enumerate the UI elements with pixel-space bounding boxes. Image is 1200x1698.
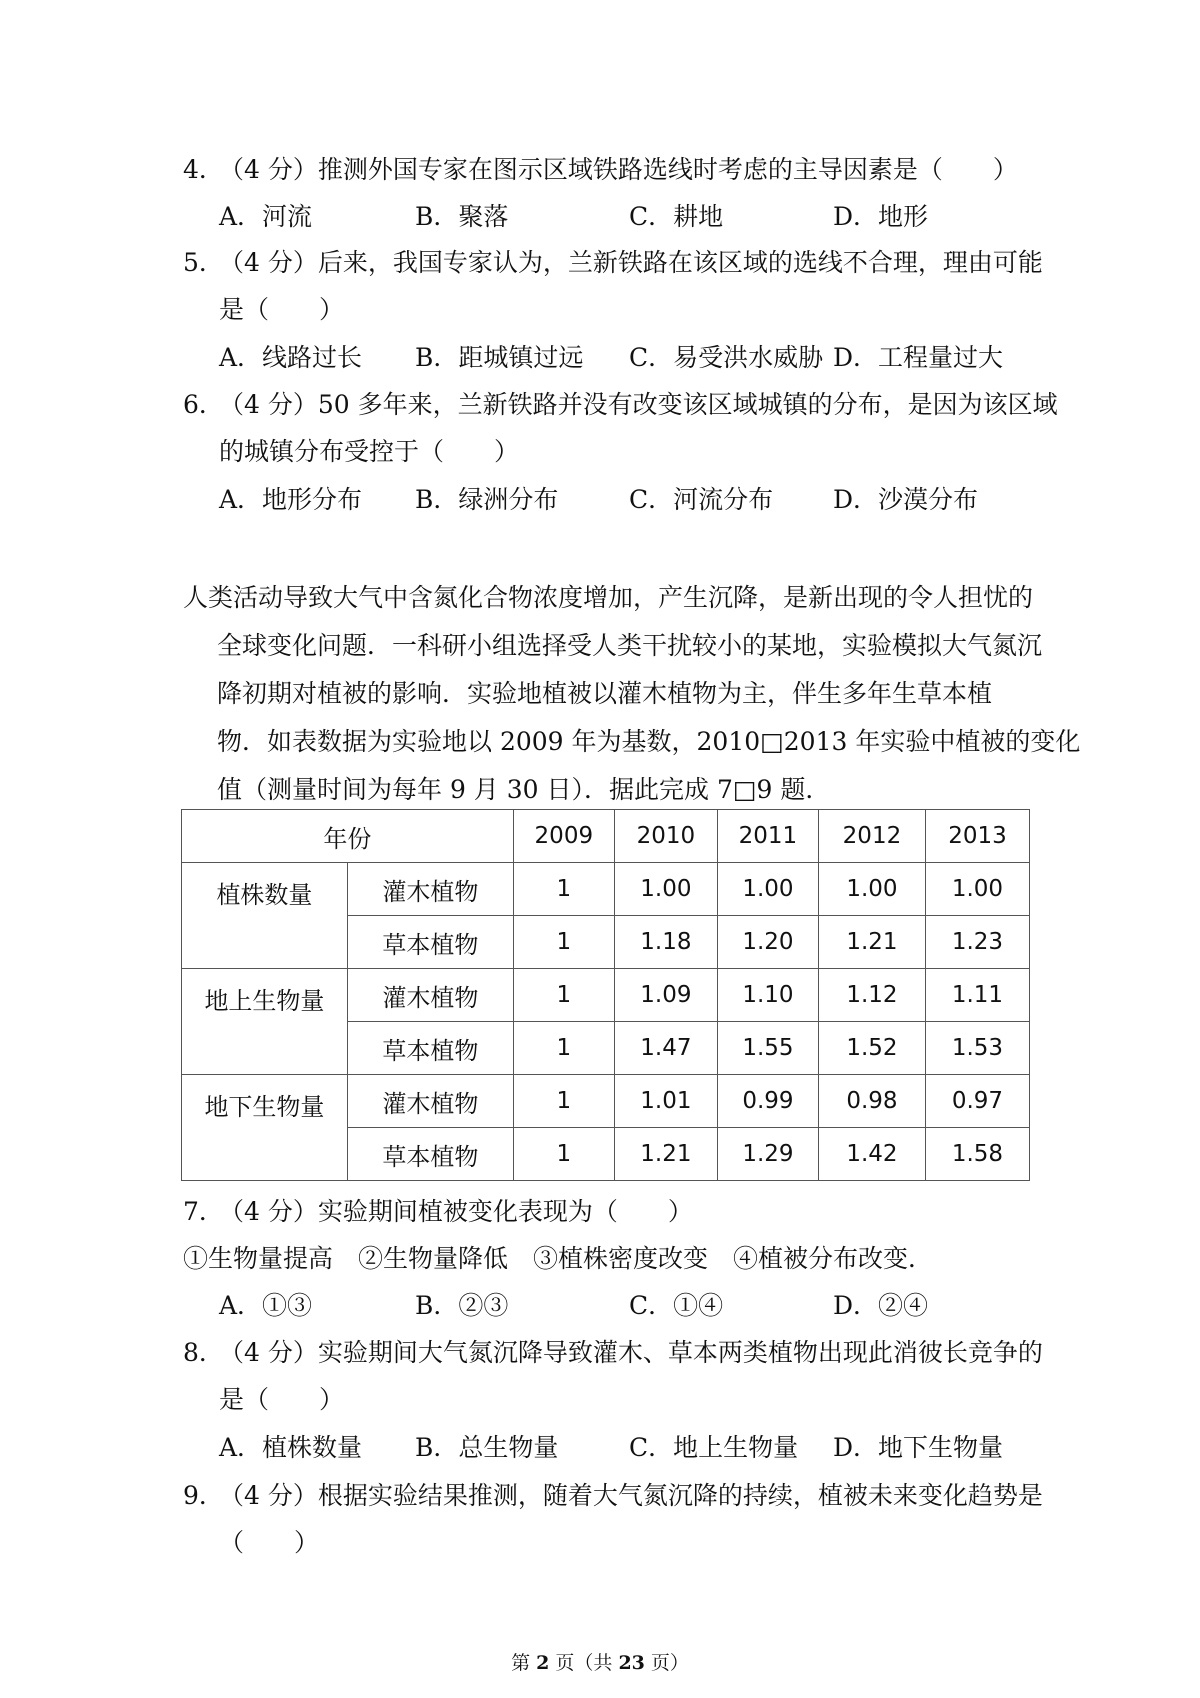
question-7 bbox=[183, 1197, 1043, 1227]
page-footer bbox=[0, 1648, 1200, 1675]
question-number: 8． bbox=[183, 1338, 224, 1367]
footer-middle: 页（共 bbox=[549, 1652, 619, 1674]
question-text: （4 分）推测外国专家在图示区域铁路选线时考虑的主导因素是（ ） bbox=[219, 155, 1018, 184]
option-c[interactable]: C．河流分布 bbox=[629, 485, 774, 514]
value-cell: 1 bbox=[513, 863, 614, 916]
value-cell: 1 bbox=[513, 1022, 614, 1075]
intro-line: 全球变化问题．一科研小组选择受人类干扰较小的某地，实验模拟大气氮沉 bbox=[217, 631, 1043, 660]
option-c[interactable]: C．①④ bbox=[629, 1291, 724, 1320]
intro-line: 人类活动导致大气中含氮化合物浓度增加，产生沉降，是新出现的令人担忧的 bbox=[183, 583, 1034, 612]
value-cell: 1.01 bbox=[614, 1075, 717, 1128]
option-b[interactable]: B．聚落 bbox=[415, 202, 509, 231]
value-cell: 1.55 bbox=[717, 1022, 818, 1075]
value-cell: 1.09 bbox=[614, 969, 717, 1022]
question-text-continued: 是（ ） bbox=[219, 1385, 345, 1414]
question-7-statements: ①生物量提高 ②生物量降低 ③植株密度改变 ④植被分布改变． bbox=[183, 1244, 934, 1273]
value-cell: 1 bbox=[513, 1075, 614, 1128]
plant-type: 草本植物 bbox=[347, 1128, 513, 1181]
question-number: 9． bbox=[183, 1481, 224, 1510]
question-text-continued: 的城镇分布受控于（ ） bbox=[219, 437, 520, 466]
vegetation-change-table bbox=[181, 809, 1030, 1181]
header-year-label: 年份 bbox=[182, 810, 514, 863]
question-8 bbox=[183, 1338, 1043, 1414]
option-c[interactable]: C．耕地 bbox=[629, 202, 724, 231]
table-row bbox=[182, 863, 1030, 916]
value-cell: 1 bbox=[513, 969, 614, 1022]
value-cell: 1.12 bbox=[818, 969, 925, 1022]
footer-prefix: 第 bbox=[511, 1652, 537, 1674]
value-cell: 1.00 bbox=[818, 863, 925, 916]
question-8-options bbox=[219, 1433, 1049, 1463]
header-year: 2009 bbox=[513, 810, 614, 863]
value-cell: 1.20 bbox=[717, 916, 818, 969]
value-cell: 1.21 bbox=[818, 916, 925, 969]
option-a[interactable]: A．线路过长 bbox=[219, 343, 363, 372]
question-4-options bbox=[219, 202, 1049, 232]
intro-line: 降初期对植被的影响．实验地植被以灌木植物为主，伴生多年生草本植 bbox=[217, 679, 993, 708]
group-label: 植株数量 bbox=[182, 863, 348, 969]
value-cell: 1.23 bbox=[925, 916, 1029, 969]
intro-line: 物．如表数据为实验地以 2009 年为基数，2010□2013 年实验中植被的变化 bbox=[217, 727, 1081, 756]
question-9 bbox=[183, 1481, 1043, 1557]
option-d[interactable]: D．沙漠分布 bbox=[833, 485, 979, 514]
page-total: 23 bbox=[618, 1652, 645, 1674]
header-year: 2013 bbox=[925, 810, 1029, 863]
value-cell: 1.58 bbox=[925, 1128, 1029, 1181]
value-cell: 1.11 bbox=[925, 969, 1029, 1022]
value-cell: 1.47 bbox=[614, 1022, 717, 1075]
option-b[interactable]: B．距城镇过远 bbox=[415, 343, 584, 372]
page-number: 2 bbox=[536, 1652, 550, 1674]
group-label: 地下生物量 bbox=[182, 1075, 348, 1181]
value-cell: 1 bbox=[513, 1128, 614, 1181]
question-number: 7． bbox=[183, 1197, 224, 1226]
value-cell: 1 bbox=[513, 916, 614, 969]
table-header-row bbox=[182, 810, 1030, 863]
question-number: 6． bbox=[183, 390, 224, 419]
question-text: （4 分）50 多年来，兰新铁路并没有改变该区域城镇的分布，是因为该区域 bbox=[219, 390, 1058, 419]
table-row bbox=[182, 1075, 1030, 1128]
value-cell: 0.98 bbox=[818, 1075, 925, 1128]
plant-type: 草本植物 bbox=[347, 916, 513, 969]
question-number: 5． bbox=[183, 248, 224, 277]
question-text: （4 分）根据实验结果推测，随着大气氮沉降的持续，植被未来变化趋势是 bbox=[219, 1481, 1043, 1510]
value-cell: 1.00 bbox=[717, 863, 818, 916]
plant-type: 灌木植物 bbox=[347, 1075, 513, 1128]
option-a[interactable]: A．植株数量 bbox=[219, 1433, 363, 1462]
value-cell: 1.52 bbox=[818, 1022, 925, 1075]
value-cell: 1.00 bbox=[925, 863, 1029, 916]
option-a[interactable]: A．①③ bbox=[219, 1291, 313, 1320]
footer-suffix: 页） bbox=[644, 1652, 689, 1674]
value-cell: 1.18 bbox=[614, 916, 717, 969]
option-d[interactable]: D．地下生物量 bbox=[833, 1433, 1004, 1462]
option-c[interactable]: C．易受洪水威胁 bbox=[629, 343, 824, 372]
table-row bbox=[182, 969, 1030, 1022]
intro-line: 值（测量时间为每年 9 月 30 日）．据此完成 7□9 题． bbox=[217, 775, 831, 804]
question-5 bbox=[183, 248, 1043, 324]
header-year: 2011 bbox=[717, 810, 818, 863]
question-text-continued: 是（ ） bbox=[219, 295, 345, 324]
group-label: 地上生物量 bbox=[182, 969, 348, 1075]
header-year: 2012 bbox=[818, 810, 925, 863]
question-text: （4 分）实验期间大气氮沉降导致灌木、草本两类植物出现此消彼长竞争的 bbox=[219, 1338, 1043, 1367]
question-text: （4 分）实验期间植被变化表现为（ ） bbox=[219, 1197, 693, 1226]
header-year: 2010 bbox=[614, 810, 717, 863]
value-cell: 1.29 bbox=[717, 1128, 818, 1181]
option-b[interactable]: B．绿洲分布 bbox=[415, 485, 559, 514]
value-cell: 0.99 bbox=[717, 1075, 818, 1128]
value-cell: 1.53 bbox=[925, 1022, 1029, 1075]
question-6 bbox=[183, 390, 1058, 466]
option-c[interactable]: C．地上生物量 bbox=[629, 1433, 799, 1462]
option-a[interactable]: A．河流 bbox=[219, 202, 313, 231]
plant-type: 灌木植物 bbox=[347, 863, 513, 916]
option-a[interactable]: A．地形分布 bbox=[219, 485, 363, 514]
option-b[interactable]: B．总生物量 bbox=[415, 1433, 559, 1462]
value-cell: 0.97 bbox=[925, 1075, 1029, 1128]
option-d[interactable]: D．②④ bbox=[833, 1291, 929, 1320]
question-6-options bbox=[219, 485, 1049, 515]
question-7-options bbox=[219, 1291, 1049, 1321]
value-cell: 1.42 bbox=[818, 1128, 925, 1181]
option-d[interactable]: D．地形 bbox=[833, 202, 929, 231]
option-d[interactable]: D．工程量过大 bbox=[833, 343, 1004, 372]
plant-type: 草本植物 bbox=[347, 1022, 513, 1075]
value-cell: 1.21 bbox=[614, 1128, 717, 1181]
plant-type: 灌木植物 bbox=[347, 969, 513, 1022]
value-cell: 1.00 bbox=[614, 863, 717, 916]
question-5-options bbox=[219, 343, 1049, 373]
question-text: （4 分）后来，我国专家认为，兰新铁路在该区域的选线不合理，理由可能 bbox=[219, 248, 1043, 277]
value-cell: 1.10 bbox=[717, 969, 818, 1022]
option-b[interactable]: B．②③ bbox=[415, 1291, 509, 1320]
question-number: 4． bbox=[183, 155, 224, 184]
question-4 bbox=[183, 155, 1043, 185]
question-text-continued: （ ） bbox=[219, 1528, 320, 1557]
